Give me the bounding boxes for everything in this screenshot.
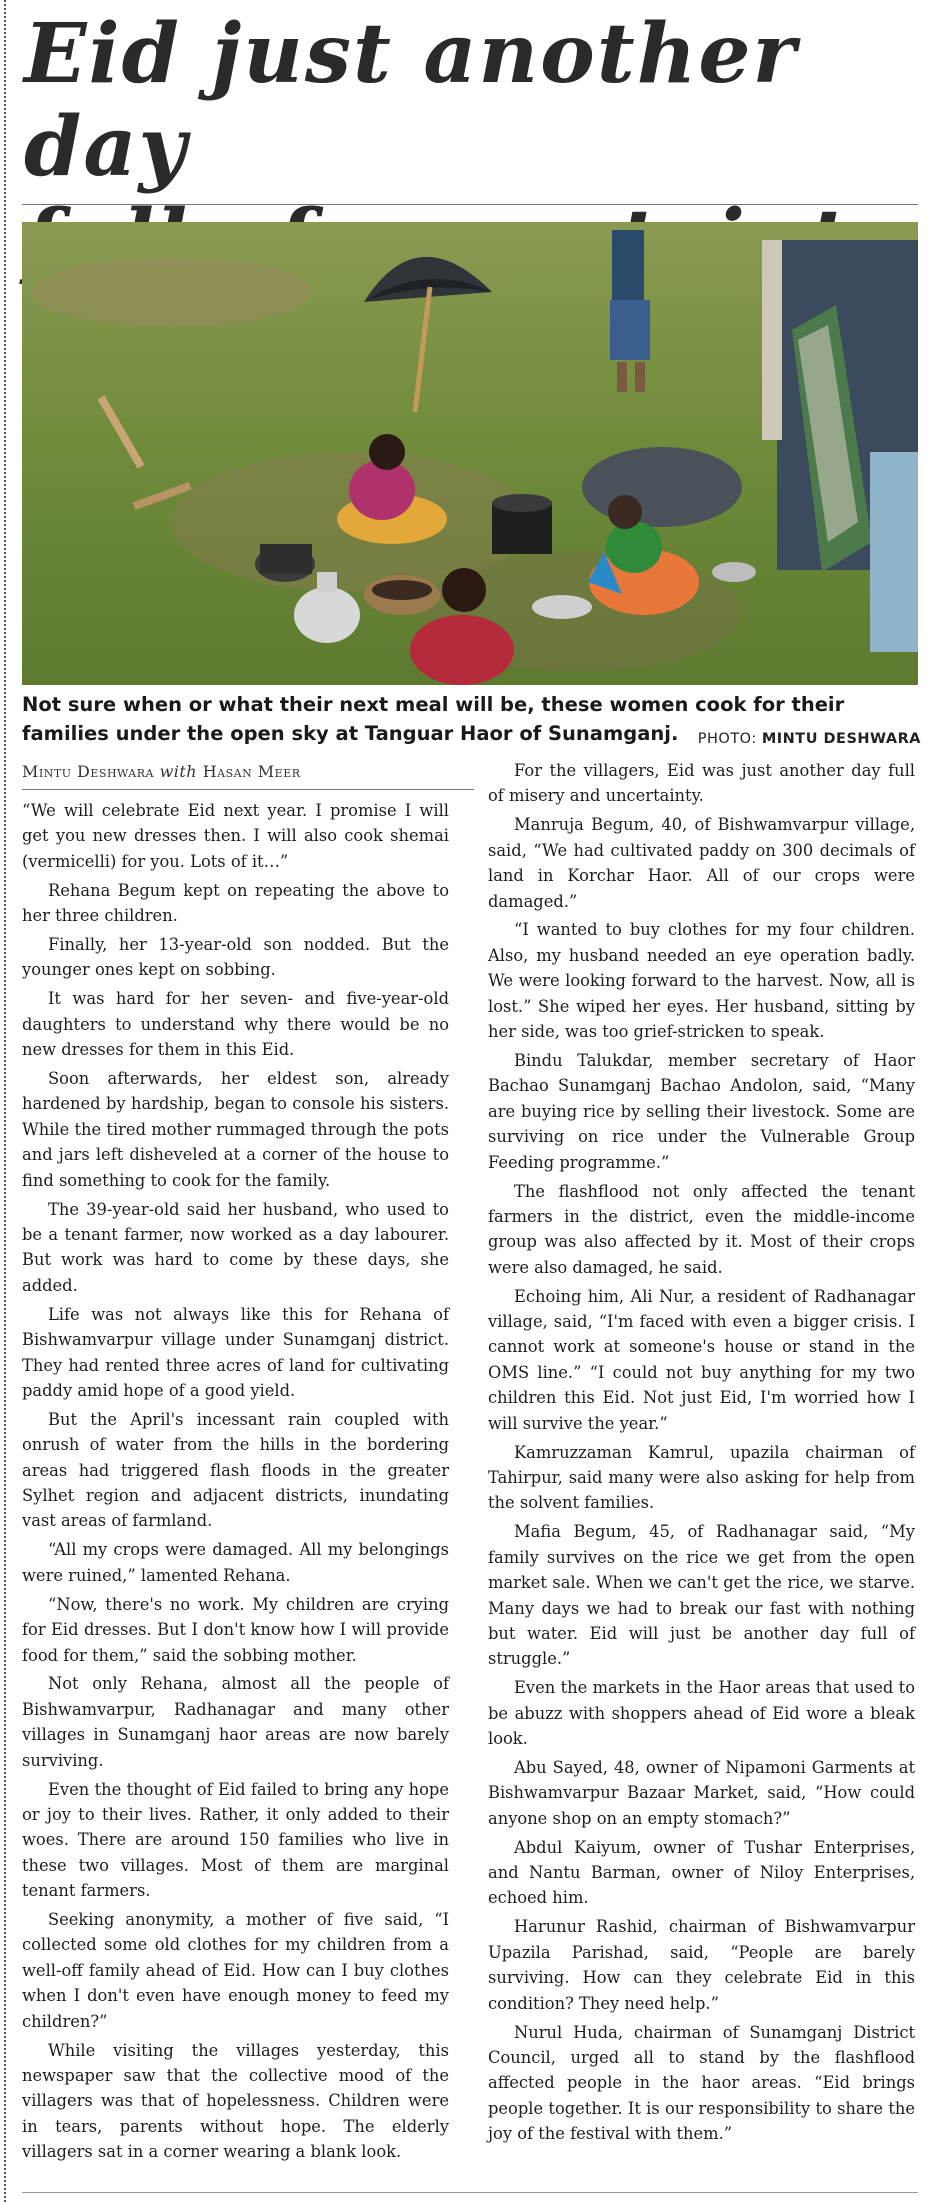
byline [22,762,474,781]
paragraph: Even the markets in the Haor areas that used to be abuzz with shoppers ahead of Eid wore a bleak look. [488,1678,915,1749]
paragraph: Abu Sayed, 48, owner of Nipamoni Garments at Bishwamvarpur Bazaar Market, said, “How could anyone shop on an empty stomach?” [488,1757,915,1828]
paragraph: Abdul Kaiyum, owner of Tushar Enterprises, and Nantu Barman, owner of Niloy Enterprises, echoed him. [488,1837,915,1908]
paragraph: Kamruzzaman Kamrul, upazila chairman of Tahirpur, said many were also asking for help from the solvent families. [488,1442,915,1513]
left-dotted-rule [4,0,6,2202]
article-column-2 [488,758,915,2150]
photo-credit-name: MINTU DESHWARA [761,731,921,747]
paragraph: It was hard for her seven- and five-year-old daughters to understand why there would be no new dresses for them in this Eid. [22,989,449,1060]
headline-line-1: Eid just another day [24,6,798,195]
paragraph: “All my crops were damaged. All my belongings were ruined,” lamented Rehana. [22,1540,449,1585]
paragraph: “I wanted to buy clothes for my four children. Also, my husband needed an eye operation badly. We were looking forward to the harvest. Now, all is lost.” She wiped her eyes. Her husband, sitting by her side, was too grief-stricken to speak. [488,920,915,1042]
paragraph: Bindu Talukdar, member secretary of Haor Bachao Sunamganj Bachao Andolon, said, “Many are buying rice by selling their livestock. Some are surviving on rice under the Vulnerable Group Feeding programme.” [488,1050,915,1172]
photo-credit-label: PHOTO: [697,731,757,747]
paragraph: “Now, there's no work. My children are crying for Eid dresses. But I don't know how I will provide food for them,” said the sobbing mother. [22,1594,449,1665]
headline-rule [22,204,918,205]
paragraph: But the April's incessant rain coupled with onrush of water from the hills in the bordering areas had triggered flash floods in the greater Sylhet region and adjacent districts, inundating vast areas of farmland. [22,1409,449,1531]
byline-with: with [159,762,198,781]
byline-author-2: Hasan Meer [202,762,301,781]
news-photo-illustration [22,222,918,685]
paragraph: Echoing him, Ali Nur, a resident of Radhanagar village, said, “I'm faced with even a bigger crisis. I cannot work at someone's house or stand in the OMS line.” “I could not buy anything for my two children this Eid. Not just Eid, I'm worried how I will survive the year.” [488,1286,915,1433]
paragraph: Mafia Begum, 45, of Radhanagar said, “My family survives on the rice we get from the open market sale. When we can't get the rice, we starve. Many days we had to break our fast with nothing but water. Eid will just be another day full of struggle.” [488,1522,915,1669]
bottom-rule [22,2192,918,2193]
paragraph: Nurul Huda, chairman of Sunamganj District Council, urged all to stand by the flashflood affected people in the haor areas. “Eid brings people together. It is our responsibility to share the joy of the festival with them.” [488,2022,915,2144]
paragraph: For the villagers, Eid was just another day full of misery and uncertainty. [488,761,915,806]
byline-author-1: Mintu Deshwara [22,762,154,781]
paragraph: Finally, her 13-year-old son nodded. But the younger ones kept on sobbing. [22,935,449,980]
paragraph: Manruja Begum, 40, of Bishwamvarpur village, said, “We had cultivated paddy on 300 decimals of land in Korchar Haor. All of our crops were damaged.” [488,815,915,911]
paragraph: Harunur Rashid, chairman of Bishwamvarpur Upazila Parishad, said, “People are barely surviving. How can they celebrate Eid in this condition? They need help.” [488,1917,915,2013]
article-column-1 [22,798,449,2168]
byline-rule [22,789,474,790]
paragraph: Not only Rehana, almost all the people of Bishwamvarpur, Radhanagar and many other villages in Sunamganj haor areas are now barely surviving. [22,1674,449,1770]
paragraph: “We will celebrate Eid next year. I promise I will get you new dresses then. I will also cook shemai (vermicelli) for you. Lots of it…” [22,801,449,871]
paragraph: While visiting the villages yesterday, this newspaper saw that the collective mood of the villagers was that of hopelessness. Children were in tears, parents without hope. The elderly villagers sat in a corner wearing a blank look. [22,2040,449,2162]
paragraph: Even the thought of Eid failed to bring any hope or joy to their lives. Rather, it only added to their woes. There are around 150 families who live in these two villages. Most of them are marginal tenant farmers. [22,1779,449,1901]
paragraph: Seeking anonymity, a mother of five said, “I collected some old clothes for my children from a well-off family ahead of Eid. How can I buy clothes when I don't even have enough money to feed my children?” [22,1910,449,2031]
news-photo [22,222,918,685]
paragraph: Rehana Begum kept on repeating the above to her three children. [22,880,449,926]
photo-credit [698,731,921,747]
paragraph: Life was not always like this for Rehana of Bishwamvarpur village under Sunamganj district. They had rented three acres of land for cultivating paddy amid hope of a good yield. [22,1304,449,1400]
paragraph: The 39-year-old said her husband, who used to be a tenant farmer, now worked as a day labourer. But work was hard to come by these days, she added. [22,1199,449,1295]
photo-caption: Not sure when or what their next meal will be, these women cook for their families under the open sky at Tanguar Haor of Sunamganj. [22,693,845,745]
paragraph: The flashflood not only affected the tenant farmers in the district, even the middle-income group was also affected by it. Most of their crops were also damaged, he said. [488,1181,915,1277]
paragraph: Soon afterwards, her eldest son, already hardened by hardship, began to console his sisters. While the tired mother rummaged through the pots and jars left disheveled at a corner of the house to find something to cook for the family. [22,1069,449,1190]
